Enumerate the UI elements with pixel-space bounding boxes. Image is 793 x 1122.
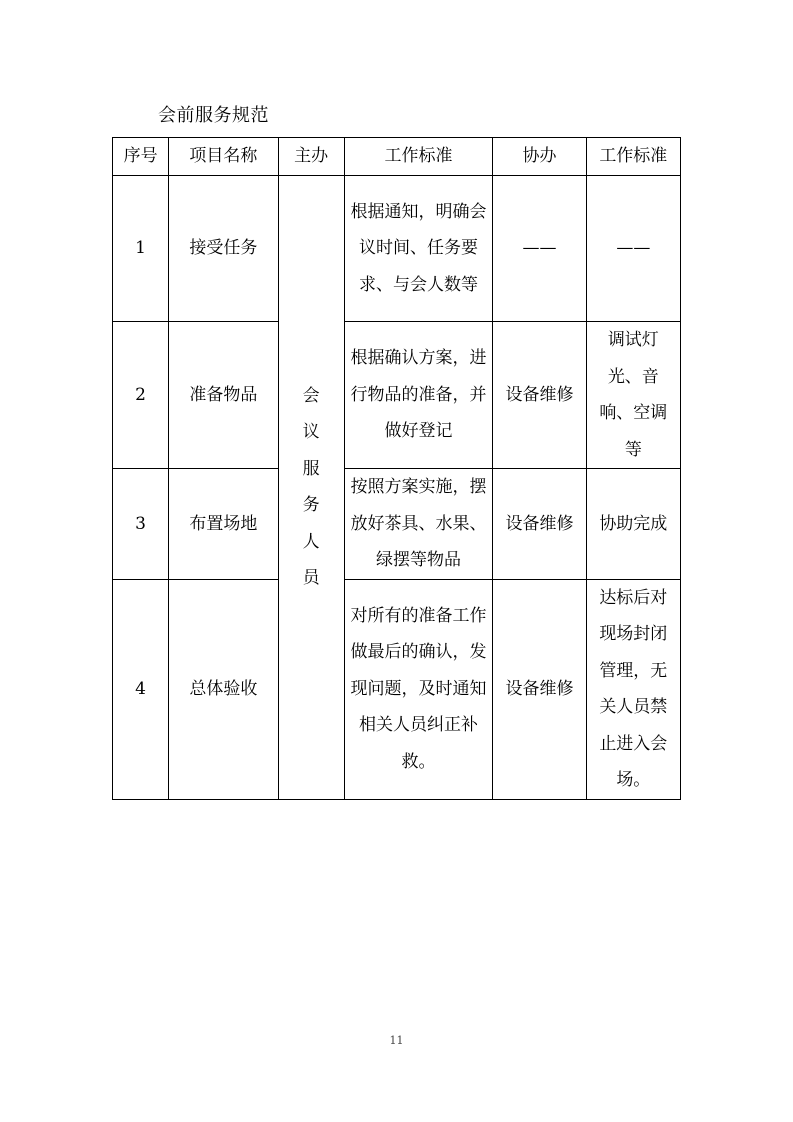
header-assist-work-standard: 工作标准 xyxy=(586,138,680,176)
table-row xyxy=(113,579,681,799)
header-item-name: 项目名称 xyxy=(169,138,278,176)
service-standards-table xyxy=(112,137,681,800)
row-work-standard-text: 按照方案实施，摆放好茶具、水果、绿摆等物品 xyxy=(350,477,487,570)
header-assistant: 协办 xyxy=(493,138,586,176)
row-assist-work-standard xyxy=(586,579,680,799)
row-serial-number: 3 xyxy=(113,469,169,580)
row-work-standard-text: 对所有的准备工作做最后的确认，发现问题，及时通知相关人员纠正补救。 xyxy=(350,605,487,772)
row-assistant: —— xyxy=(493,176,586,322)
row-work-standard xyxy=(344,469,493,580)
table-row xyxy=(113,469,681,580)
row-work-standard xyxy=(344,322,493,469)
header-work-standard: 工作标准 xyxy=(344,138,493,176)
table-header-row xyxy=(113,138,681,176)
page-number: 11 xyxy=(389,1034,404,1047)
main-organizer-text: 会议服务人员 xyxy=(302,385,320,589)
row-serial-number: 4 xyxy=(113,579,169,799)
row-item-name: 总体验收 xyxy=(169,579,278,799)
row-assist-work-standard: 协助完成 xyxy=(586,469,680,580)
main-organizer-cell xyxy=(278,176,344,800)
row-item-name: 接受任务 xyxy=(169,176,278,322)
header-serial-number: 序号 xyxy=(113,138,169,176)
row-assist-work-standard-text: 调试灯光、音响、空调等 xyxy=(599,330,668,460)
header-main-organizer: 主办 xyxy=(278,138,344,176)
row-work-standard xyxy=(344,579,493,799)
row-work-standard xyxy=(344,176,493,322)
row-assist-work-standard: —— xyxy=(586,176,680,322)
row-serial-number: 2 xyxy=(113,322,169,469)
table-row xyxy=(113,176,681,322)
table-row xyxy=(113,322,681,469)
row-assistant: 设备维修 xyxy=(493,579,586,799)
row-assist-work-standard xyxy=(586,322,680,469)
row-item-name: 布置场地 xyxy=(169,469,278,580)
row-item-name: 准备物品 xyxy=(169,322,278,469)
row-assist-work-standard-text: 达标后对现场封闭管理，无关人员禁止进入会场。 xyxy=(599,587,668,790)
row-work-standard-text: 根据通知，明确会议时间、任务要求、与会人数等 xyxy=(350,201,487,295)
row-assistant: 设备维修 xyxy=(493,469,586,580)
row-assistant: 设备维修 xyxy=(493,322,586,469)
document-title: 会前服务规范 xyxy=(158,105,269,126)
row-serial-number: 1 xyxy=(113,176,169,322)
row-work-standard-text: 根据确认方案，进行物品的准备，并做好登记 xyxy=(350,348,487,442)
